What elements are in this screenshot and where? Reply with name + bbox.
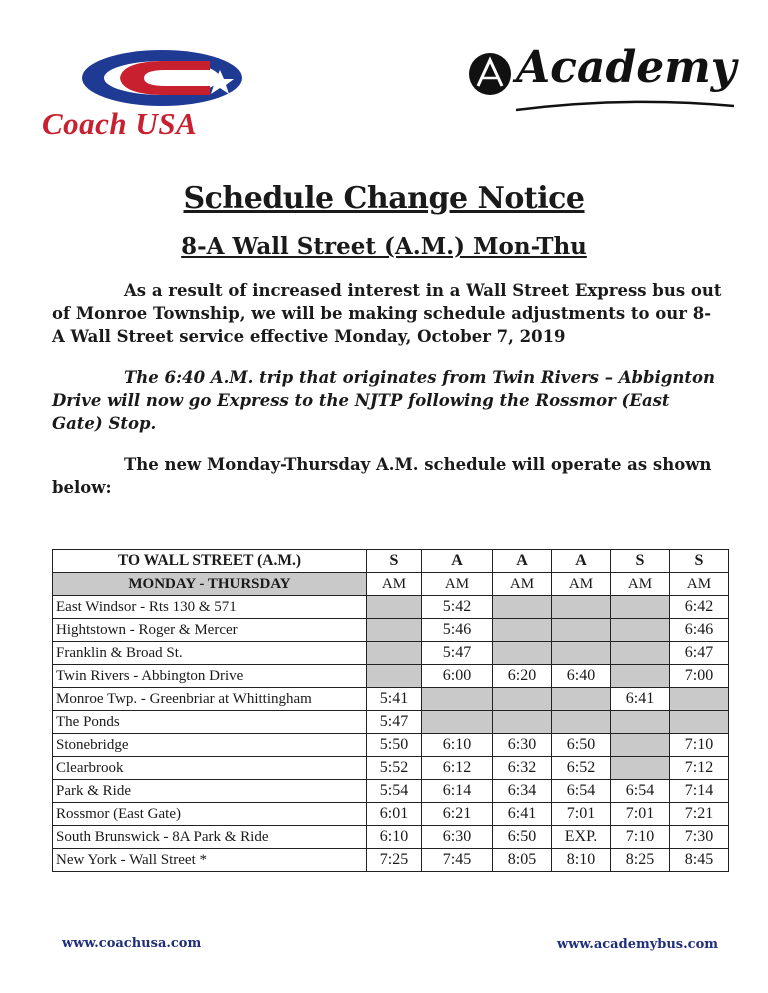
departure-time: 6:01 <box>367 803 422 826</box>
stop-name: Clearbrook <box>53 757 367 780</box>
table-row <box>53 688 729 711</box>
departure-time: 7:01 <box>611 803 670 826</box>
departure-time: EXP. <box>552 826 611 849</box>
no-service-cell <box>611 711 670 734</box>
departure-time: 6:42 <box>670 596 729 619</box>
stop-name: The Ponds <box>53 711 367 734</box>
departure-time: 8:05 <box>493 849 552 872</box>
departure-time: 7:10 <box>611 826 670 849</box>
departure-time: 5:52 <box>367 757 422 780</box>
table-header-title: TO WALL STREET (A.M.) <box>53 550 367 573</box>
notice-paragraph-2: The 6:40 A.M. trip that originates from Twin Rivers – Abbignton Drive will now go Express to the NJTP following the Rossmor (East Gate) Stop. <box>52 368 716 433</box>
stop-name: Hightstown - Roger & Mercer <box>53 619 367 642</box>
table-row <box>53 642 729 665</box>
departure-time: 6:50 <box>493 826 552 849</box>
notice-paragraph-3: The new Monday-Thursday A.M. schedule will operate as shown below: <box>52 455 712 497</box>
departure-time: 5:46 <box>422 619 493 642</box>
departure-time: 6:41 <box>493 803 552 826</box>
no-service-cell <box>552 642 611 665</box>
departure-time: 6:30 <box>422 826 493 849</box>
departure-time: 6:00 <box>422 665 493 688</box>
departure-time: 6:14 <box>422 780 493 803</box>
departure-time: 6:54 <box>611 780 670 803</box>
departure-time: 6:50 <box>552 734 611 757</box>
no-service-cell <box>493 596 552 619</box>
departure-time: 7:21 <box>670 803 729 826</box>
departure-time: 7:00 <box>670 665 729 688</box>
table-row <box>53 665 729 688</box>
stop-name: South Brunswick - 8A Park & Ride <box>53 826 367 849</box>
ampm-label: AM <box>422 573 493 596</box>
departure-time: 5:47 <box>422 642 493 665</box>
no-service-cell <box>611 596 670 619</box>
no-service-cell <box>493 642 552 665</box>
academy-underline-swoosh <box>516 100 736 114</box>
departure-time: 6:41 <box>611 688 670 711</box>
stop-name: Monroe Twp. - Greenbriar at Whittingham <box>53 688 367 711</box>
departure-time: 6:47 <box>670 642 729 665</box>
stop-name: Twin Rivers - Abbington Drive <box>53 665 367 688</box>
service-code: S <box>670 550 729 573</box>
departure-time: 8:45 <box>670 849 729 872</box>
service-code: S <box>367 550 422 573</box>
departure-time: 6:10 <box>367 826 422 849</box>
coachusa-website-link[interactable]: www.coachusa.com <box>62 936 202 951</box>
stop-name: New York - Wall Street * <box>53 849 367 872</box>
ampm-label: AM <box>611 573 670 596</box>
departure-time: 6:32 <box>493 757 552 780</box>
stop-name: Park & Ride <box>53 780 367 803</box>
no-service-cell <box>611 665 670 688</box>
no-service-cell <box>611 734 670 757</box>
departure-time: 7:14 <box>670 780 729 803</box>
departure-time: 6:46 <box>670 619 729 642</box>
service-code: A <box>422 550 493 573</box>
departure-time: 7:45 <box>422 849 493 872</box>
service-code: S <box>611 550 670 573</box>
departure-time: 5:54 <box>367 780 422 803</box>
no-service-cell <box>611 757 670 780</box>
table-header-days: MONDAY - THURSDAY <box>53 573 367 596</box>
ampm-label: AM <box>367 573 422 596</box>
route-subtitle: 8-A Wall Street (A.M.) Mon-Thu <box>181 233 587 260</box>
service-code-row <box>53 550 729 573</box>
table-row <box>53 780 729 803</box>
departure-time: 5:50 <box>367 734 422 757</box>
departure-time: 6:10 <box>422 734 493 757</box>
departure-time: 6:54 <box>552 780 611 803</box>
days-row <box>53 573 729 596</box>
academy-emblem-icon <box>466 50 514 98</box>
no-service-cell <box>367 665 422 688</box>
no-service-cell <box>422 711 493 734</box>
table-row <box>53 596 729 619</box>
coach-usa-wordmark: Coach USA <box>42 106 198 141</box>
departure-time: 7:01 <box>552 803 611 826</box>
no-service-cell <box>367 596 422 619</box>
no-service-cell <box>493 688 552 711</box>
no-service-cell <box>552 711 611 734</box>
no-service-cell <box>670 688 729 711</box>
coach-usa-logo <box>42 48 252 143</box>
departure-time: 6:12 <box>422 757 493 780</box>
stop-name: Franklin & Broad St. <box>53 642 367 665</box>
departure-time: 5:47 <box>367 711 422 734</box>
departure-time: 5:41 <box>367 688 422 711</box>
schedule-table <box>52 549 729 872</box>
table-row <box>53 826 729 849</box>
departure-time: 6:30 <box>493 734 552 757</box>
no-service-cell <box>493 619 552 642</box>
academybus-website-link[interactable]: www.academybus.com <box>557 937 718 952</box>
no-service-cell <box>493 711 552 734</box>
no-service-cell <box>611 619 670 642</box>
no-service-cell <box>367 619 422 642</box>
page-title: Schedule Change Notice <box>183 181 585 216</box>
academy-logo <box>466 42 736 122</box>
table-row <box>53 849 729 872</box>
ampm-label: AM <box>552 573 611 596</box>
service-code: A <box>493 550 552 573</box>
departure-time: 6:20 <box>493 665 552 688</box>
academy-wordmark: Academy <box>516 42 737 93</box>
departure-time: 6:52 <box>552 757 611 780</box>
no-service-cell <box>552 688 611 711</box>
departure-time: 7:30 <box>670 826 729 849</box>
table-row <box>53 734 729 757</box>
no-service-cell <box>367 642 422 665</box>
departure-time: 7:25 <box>367 849 422 872</box>
departure-time: 5:42 <box>422 596 493 619</box>
table-row <box>53 757 729 780</box>
coach-usa-emblem-icon <box>80 48 250 108</box>
ampm-label: AM <box>493 573 552 596</box>
stop-name: East Windsor - Rts 130 & 571 <box>53 596 367 619</box>
stop-name: Stonebridge <box>53 734 367 757</box>
no-service-cell <box>422 688 493 711</box>
table-row <box>53 711 729 734</box>
departure-time: 8:10 <box>552 849 611 872</box>
ampm-label: AM <box>670 573 729 596</box>
no-service-cell <box>611 642 670 665</box>
departure-time: 6:34 <box>493 780 552 803</box>
table-row <box>53 619 729 642</box>
departure-time: 8:25 <box>611 849 670 872</box>
departure-time: 7:12 <box>670 757 729 780</box>
departure-time: 7:10 <box>670 734 729 757</box>
departure-time: 6:40 <box>552 665 611 688</box>
service-code: A <box>552 550 611 573</box>
no-service-cell <box>552 619 611 642</box>
no-service-cell <box>670 711 729 734</box>
stop-name: Rossmor (East Gate) <box>53 803 367 826</box>
table-row <box>53 803 729 826</box>
departure-time: 6:21 <box>422 803 493 826</box>
notice-paragraph-1: As a result of increased interest in a Wall Street Express bus out of Monroe Township, we will be making schedule adjustments to our 8-A Wall Street service effective Monday, October 7, 2019 <box>52 281 722 346</box>
no-service-cell <box>552 596 611 619</box>
